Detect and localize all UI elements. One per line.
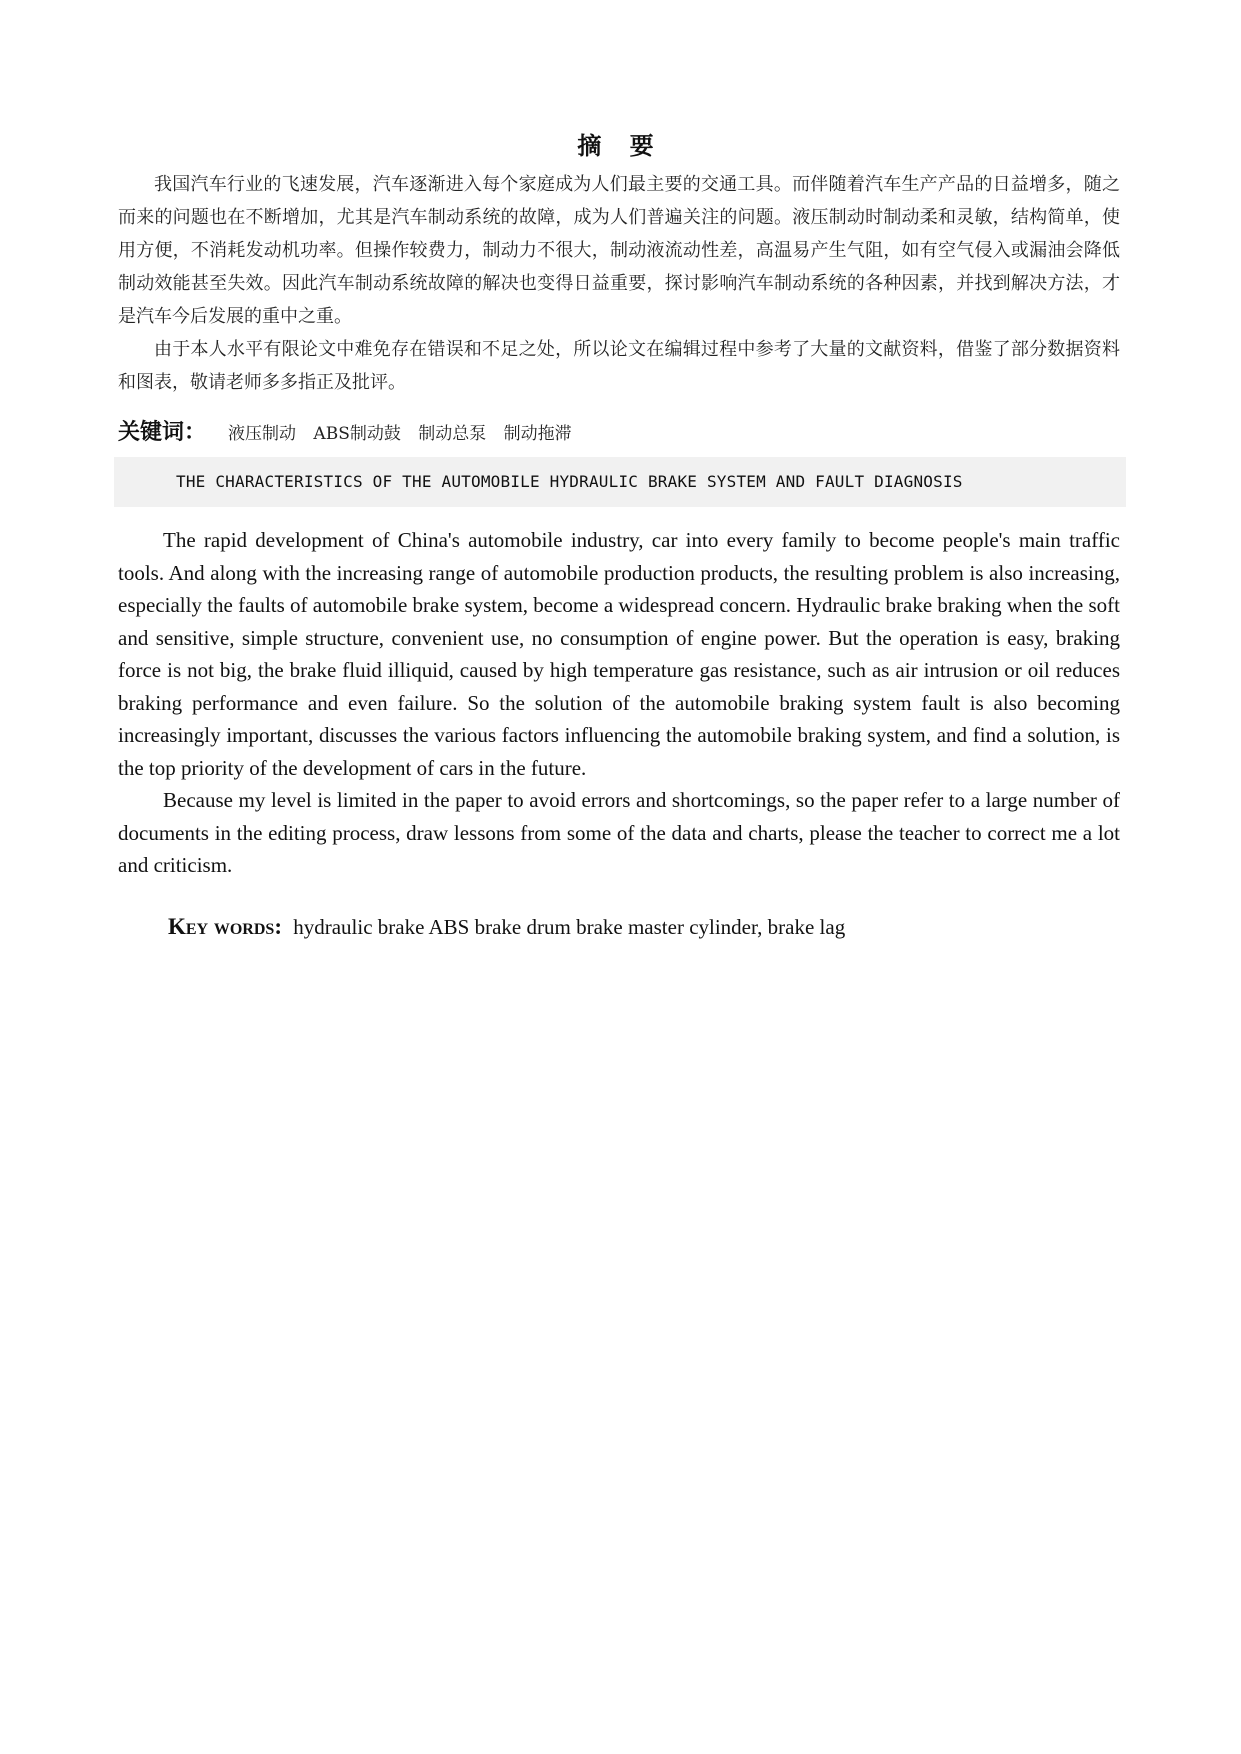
chinese-keywords: [118, 415, 1120, 446]
english-keywords-list: hydraulic brake ABS brake drum brake master cylinder, brake lag: [293, 915, 846, 939]
chinese-abstract-body: [118, 168, 1120, 399]
chinese-abstract-title: 摘 要: [577, 132, 664, 160]
chinese-abstract-paragraph-1: 我国汽车行业的飞速发展，汽车逐渐进入每个家庭成为人们最主要的交通工具。而伴随着汽车生产产品的日益增多，随之而来的问题也在不断增加，尤其是汽车制动系统的故障，成为人们普遍关注的问题。液压制动时制动柔和灵敏，结构简单，使用方便，不消耗发动机功率。但操作较费力，制动力不很大，制动液流动性差，高温易产生气阻，如有空气侵入或漏油会降低制动效能甚至失效。因此汽车制动系统故障的解决也变得日益重要，探讨影响汽车制动系统的各种因素，并找到解决方法，才是汽车今后发展的重中之重。: [118, 174, 1120, 327]
chinese-keyword: 制动拖滞: [503, 424, 572, 444]
chinese-keyword: 液压制动: [228, 424, 297, 444]
chinese-keyword: 制动总泵: [418, 424, 487, 444]
chinese-abstract-paragraph-2: 由于本人水平有限论文中难免存在错误和不足之处，所以论文在编辑过程中参考了大量的文献资料，借鉴了部分数据资料和图表，敬请老师多多指正及批评。: [118, 339, 1120, 393]
english-abstract-body: [118, 524, 1120, 882]
english-keywords-label: Key words:: [168, 914, 282, 939]
english-keywords: [168, 914, 845, 940]
english-abstract-paragraph-2: Because my level is limited in the paper to avoid errors and shortcomings, so the paper refer to a large number of documents in the editing process, draw lessons from some of the data and charts, please the teacher to correct me a lot and criticism.: [118, 788, 1120, 877]
chinese-keywords-list: [228, 419, 584, 444]
english-title: THE CHARACTERISTICS OF THE AUTOMOBILE HYDRAULIC BRAKE SYSTEM AND FAULT DIAGNOSIS: [176, 472, 963, 491]
english-abstract-paragraph-1: The rapid development of China's automobile industry, car into every family to become people's main traffic tools. And along with the increasing range of automobile production products, the resulting problem is also increasing, especially the faults of automobile brake system, become a widespread concern. Hydraulic brake braking when the soft and sensitive, simple structure, convenient use, no consumption of engine power. But the operation is easy, braking force is not big, the brake fluid illiquid, caused by high temperature gas resistance, such as air intrusion or oil reduces braking performance and even failure. So the solution of the automobile braking system fault is also becoming increasingly important, discusses the various factors influencing the automobile braking system, and find a solution, is the top priority of the development of cars in the future.: [118, 528, 1120, 780]
chinese-keywords-label: 关键词：: [118, 420, 207, 445]
chinese-keyword: ABS制动鼓: [313, 424, 401, 444]
